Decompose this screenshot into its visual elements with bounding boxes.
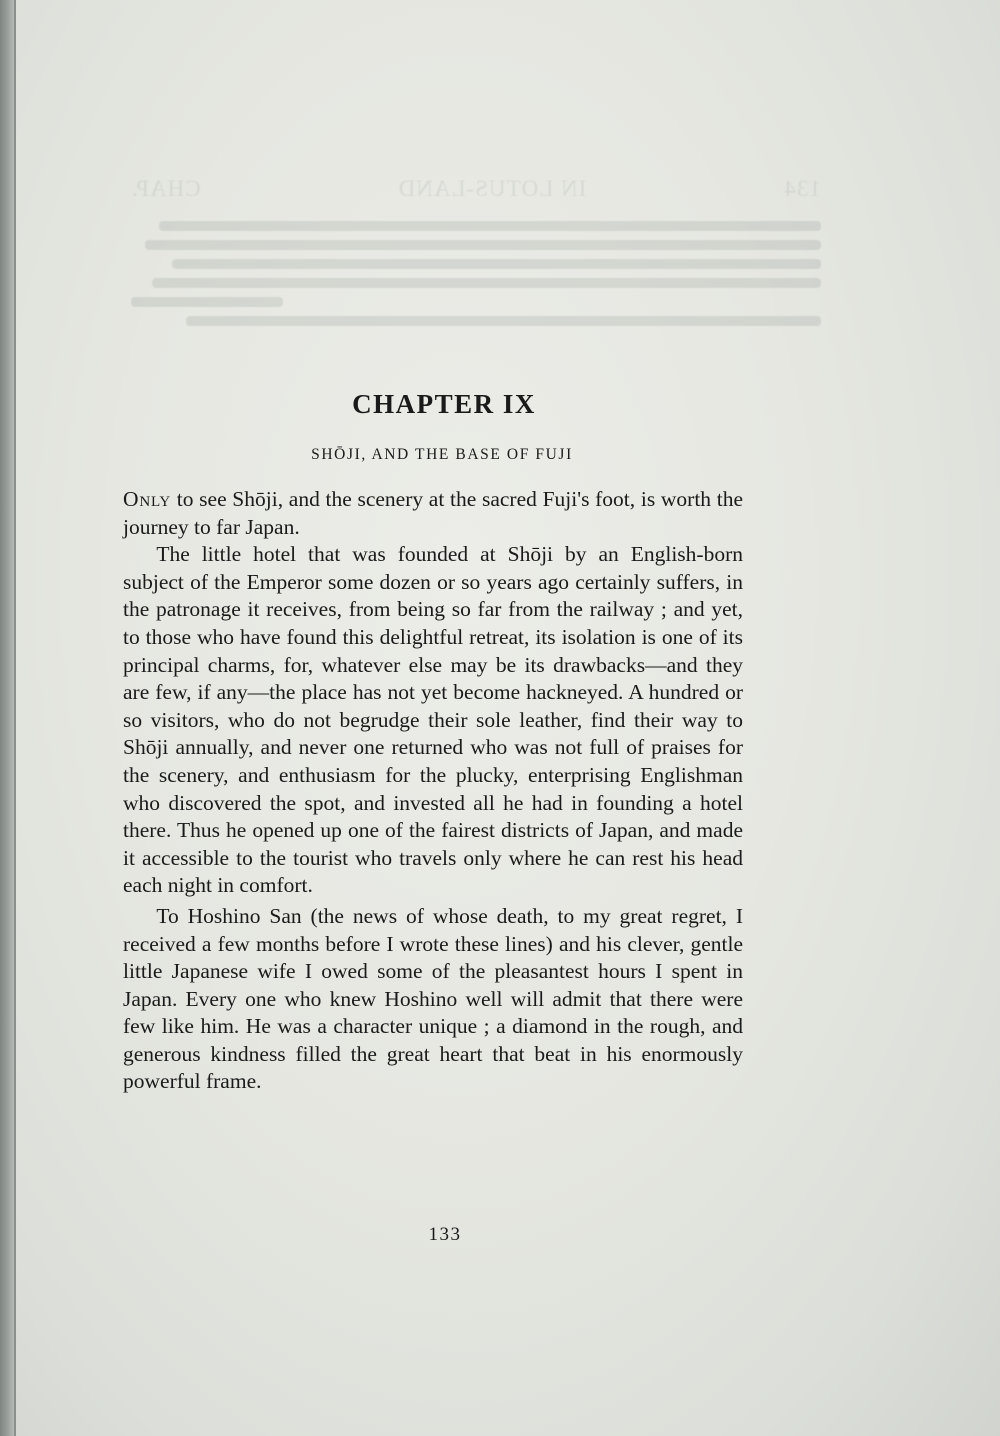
page-text-block xyxy=(123,384,743,1096)
bleed-through-text xyxy=(131,175,821,335)
bleed-chapter-label: CHAP. xyxy=(131,176,201,201)
paragraph-text: to see Shōji, and the scenery at the sacred Fuji's foot, is worth the journey to far Japan. xyxy=(123,487,743,539)
paragraph-2 xyxy=(123,541,743,900)
page-number: 133 xyxy=(428,1224,462,1245)
paragraph-text: To Hoshino San (the news of whose death, to my great regret, I received a few months before I wrote these lines) and his clever, gentle little Japanese wife I owed some of the pleasantest hours I spent in Japan. Every one who knew Hoshino well will admit that there were few like him. He was a character unique ; a diamond in the rough, and generous kindness filled the great heart that beat in his enormously powerful frame. xyxy=(123,903,743,1094)
bleed-running-head xyxy=(131,175,821,203)
chapter-subtitle: SHŌJI, AND THE BASE OF FUJI xyxy=(311,446,573,463)
chapter-body xyxy=(123,486,743,1096)
bleed-page-number: 134 xyxy=(783,176,821,201)
bleed-book-title: IN LOTUS-LAND xyxy=(397,176,587,201)
paragraph-1 xyxy=(123,486,743,541)
paragraph-lead-word: Only xyxy=(123,487,172,511)
paragraph-3 xyxy=(123,903,743,1096)
paragraph-text: The little hotel that was founded at Shōji by an English-born subject of the Emperor some dozen or so years ago certainly suffers, in the patronage it receives, from being so far from the railway ; and yet, to those who have found this delightful retreat, its isolation is one of its principal charms, for, whatever else may be its drawbacks—and they are few, if any—the place has not yet become hackneyed. A hundred or so visitors, who do not begrudge their sole leather, find their way to Shōji annually, and never one returned who was not full of praises for the scenery, and enthusiasm for the plucky, enterprising Englishman who discovered the spot, and invested all he had in founding a hotel there. Thus he opened up one of the fairest districts of Japan, and made it accessible to the tourist who travels only where he can rest his head each night in comfort. xyxy=(123,542,743,898)
chapter-title: CHAPTER IX xyxy=(352,389,536,419)
